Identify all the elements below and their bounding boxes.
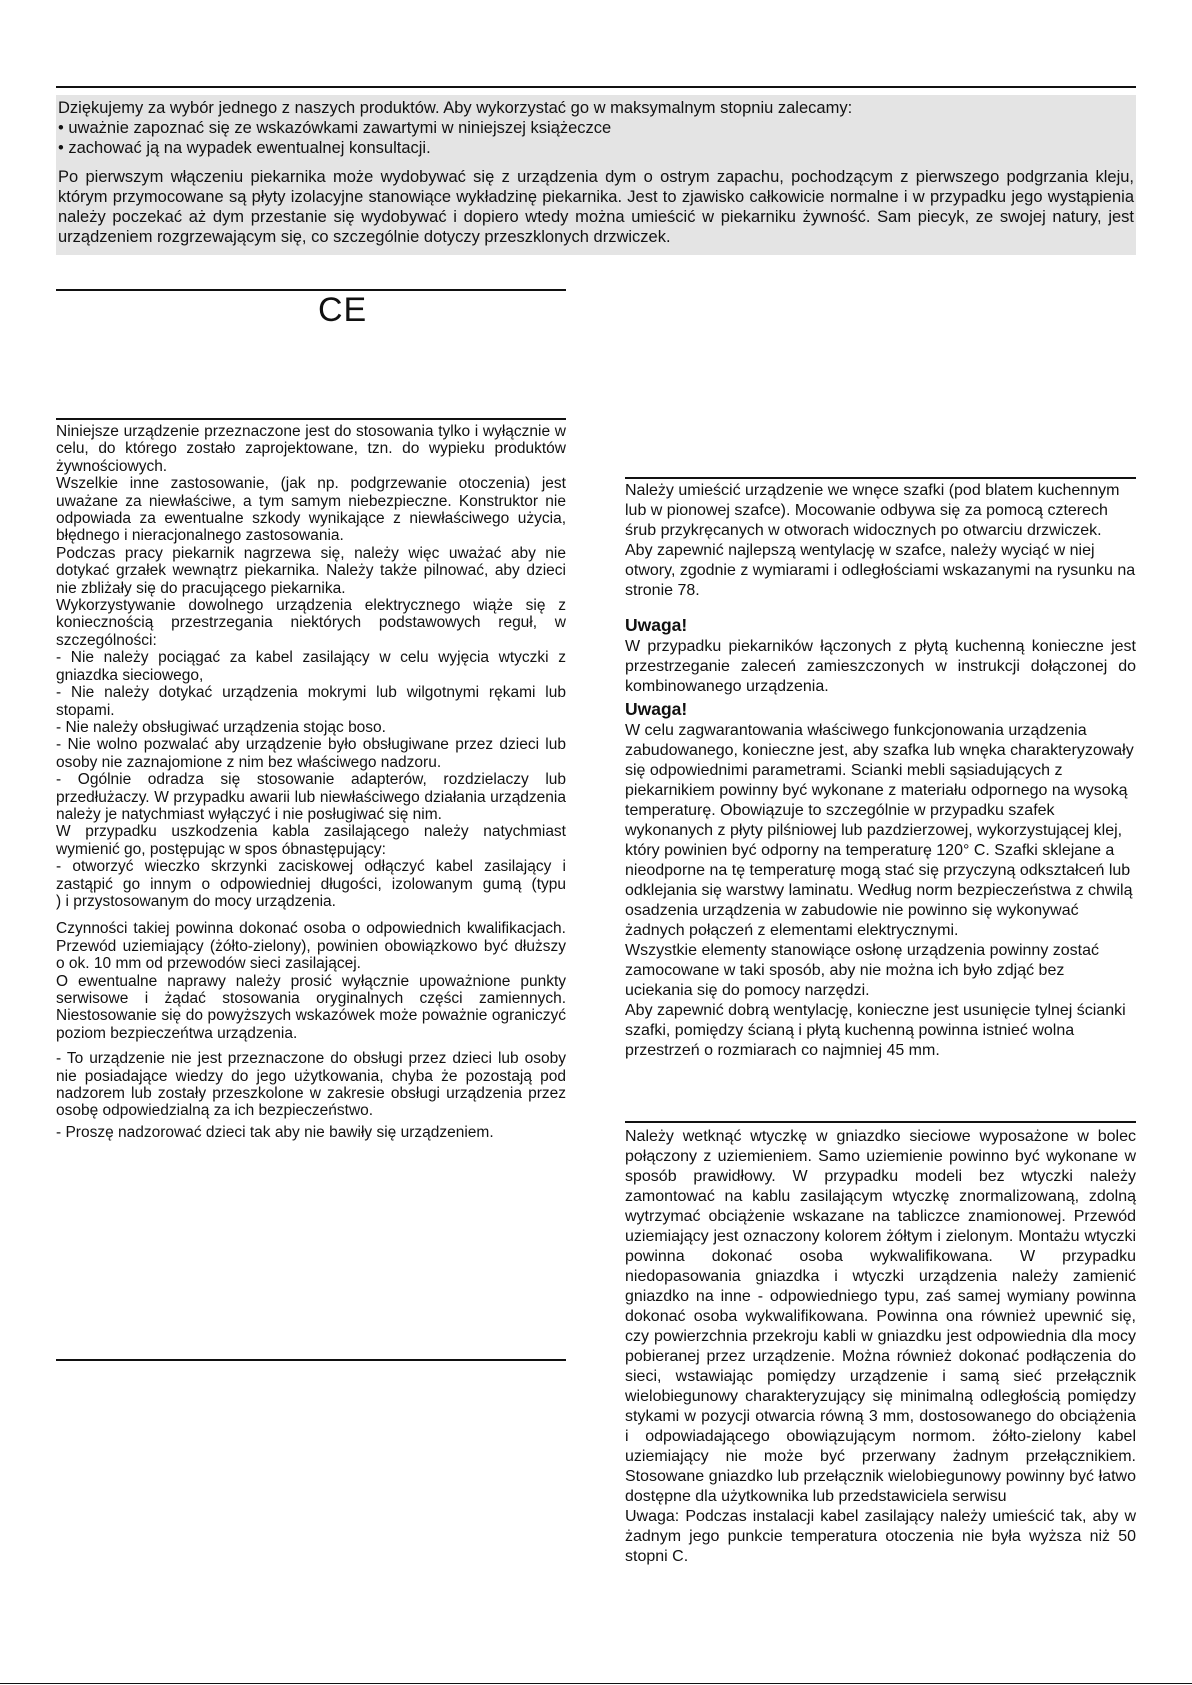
- install-paragraph: Należy umieścić urządzenie we wnęce szafki (pod blatem kuchennym lub w pionowej szafce). Mocowanie odbywa się za pomocą czterech śrub przykręcanych w otworach widocznych po otwarciu drzwiczek.: [625, 482, 1120, 539]
- safety-paragraph: Wszelkie inne zastosowanie, (jak np. podgrzewanie otoczenia) jest uważane za niewłaściwe, a tym samym niebezpieczne. Konstruktor nie odpowiada za ewentualne szkody wynikające z niewłaściwego użycia, błędnego i nieracjonalnego zastosowania.: [56, 475, 566, 545]
- safety-paragraph: Niniejsze urządzenie przeznaczone jest do stosowania tylko i wyłącznie w celu, do którego zostało zaprojektowane, tzn. do wypieku produktów żywnościowych.: [56, 423, 566, 475]
- safety-text-column: [56, 423, 631, 1141]
- install-paragraph: Aby zapewnić najlepszą wentylację w szafce, należy wyciąć w niej otwory, zgodnie z wymiarami i odległościami wskazanymi na rysunku na stronie 78.: [625, 542, 1136, 599]
- left-section-rule: [56, 418, 566, 420]
- safety-paragraph: - Nie należy obsługiwać urządzenia stojąc boso.: [56, 718, 386, 736]
- safety-paragraph: Czynności takiej powinna dokonać osoba o odpowiednich kwalifikacjach. Przewód uziemiający (żółto-zielony), powinien obowiązkowo być dłuższy o ok. 10 mm od przewodów sieci zasilającej.: [56, 920, 566, 973]
- electric-section-rule: [625, 1121, 1136, 1123]
- intro-bullet: • zachować ją na wypadek ewentualnej konsultacji.: [58, 139, 431, 157]
- intro-bullet: • uważnie zapoznać się ze wskazówkami zawartymi w niniejszej książeczce: [58, 119, 612, 137]
- safety-paragraph: O ewentualne naprawy należy prosić wyłącznie upoważnione punkty serwisowe i żądać stosowania oryginalnych części zamiennych. Niestosowanie się do powyższych wskazówek może poważnie ograniczyć poziom bezpieczeńtwa urządzenia.: [56, 972, 566, 1042]
- electric-paragraph: Należy wetknąć wtyczkę w gniazdko sieciowe wyposażone w bolec połączony z uziemieniem. Samo uziemienie powinno być wykonane w sposób prawidłowy. W przypadku modeli bez wtyczki należy zamontować na kablu zasilającym wtyczkę znormalizowaną, zdolną wytrzymać obciążenie wskazane na tabliczce znamionowej. Przewód uziemiający jest oznaczony kolorem żółtym i zielonym. Montażu wtyczki powinna dokonać osoba wykwalifikowana. W przypadku niedopasowania gniazdka i wtyczki urządzenia należy zamienić gniazdko na inne - odpowiedniego typu, zaś samej wymiany powinna dokonać osoba wykwalifikowana. Powinna ona również upewnić się, czy powierzchnia przekroju kabli w gniazdku jest odpowiednia dla mocy pobieranej przez urządzenie. Można również dokonać podłączenia do sieci, wstawiając pomiędzy urządzenie i samą sieć przełącznik wielobiegunowy charakteryzujący się minimalną odległością pomiędzy stykami w pozycji otwarcia równą 3 mm, dostosowanego do obciążenia i odpowiadającego obowiązującym normom. żółto-zielony kabel uziemiający nie może być przerwany żadnym przełącznikiem. Stosowane gniazdko lub przełącznik wielobiegunowy powinny być łatwo dostępne dla użytkownika lub przedstawiciela serwisu: [625, 1128, 1136, 1505]
- safety-paragraph: - Nie wolno pozwalać aby urządzenie było obsługiwane przez dzieci lub osoby nie zaznajomione z nim bez właściwego nadzoru.: [56, 736, 566, 771]
- ce-section-rule: [56, 289, 566, 291]
- safety-paragraph: - Ogólnie odradza się stosowanie adapterów, rozdzielaczy lub przedłużaczy. W przypadku awarii lub niewłaściwego działania urządzenia należy je natychmiast wyłączyć i nie posługiwać się nim.: [56, 771, 566, 823]
- top-rule: [56, 86, 1136, 88]
- intro-first-use: Po pierwszym włączeniu piekarnika może wydobywać się z urządzenia dym o ostrym zapachu, pochodzącym z pierwszego podgrzania kleju, którym przymocowane są płyty izolacyjne stanowiące wykładzinę piekarnika. Jest to zjawisko całkowicie normalne i w przypadku jego wystąpienia należy poczekać aż dym przestanie się wydobywać i dopiero wtedy można umieścić w piekarniku żywność. Sam piecyk, ze swojej natury, jest urządzeniem rozgrzewającym się, co szczególnie dotyczy przeszklonych drzwiczek.: [58, 168, 1134, 246]
- install-section-rule: [625, 477, 1136, 479]
- safety-paragraph: Podczas pracy piekarnik nagrzewa się, należy więc uważać aby nie dotykać grzałek wewnątrz piekarnika. Należy także pilnować, aby dzieci nie zbliżały się do pracującego piekarnika.: [56, 544, 566, 597]
- warning-text: W celu zagwarantowania właściwego funkcjonowania urządzenia zabudowanego, konieczne jest, aby szafka lub wnęka charakteryzowały się odpowiednimi parametrami. Scianki mebli sąsiadujących z piekarnikiem powinny być wykonane z materiału odpornego na wysoką temperaturę. Obowiązuje to szczególnie w przypadku szafek wykonanych z płyty pilśniowej lub pazdzierzowej, wykorzystującej klej, który powinien być odporny na temperaturę 120° C. Szafki sklejane a nieodporne na tę temperaturę mogą stać się przyczyną odkształceń lub odklejania się warstwy laminatu. Według norm bezpieczeństwa z chwilą osadzenia urządzenia w zabudowie nie powinno się wykonywać żadnych połączeń z elementami elektrycznymi.: [625, 722, 1134, 939]
- warning-text: W przypadku piekarników łączonych z płytą kuchenną konieczne jest przestrzeganie zaleceń zamieszczonych w instrukcji dołączonej do kombinowanego urządzenia.: [625, 638, 1136, 695]
- safety-paragraph: - To urządzenie nie jest przeznaczone do obsługi przez dzieci lub osoby nie posiadające wiedzy do jego użytkowania, chyba że pozostają pod nadzorem lub zostały przeszkolone w zakresie obsługi urządzenia przez osobę odpowiedzialną za ich bezpieczeństwo.: [56, 1050, 566, 1120]
- safety-paragraph: W przypadku uszkodzenia kabla zasilającego należy natychmiast wymienić go, postępując w spos óbnastępujący:: [56, 823, 566, 858]
- installation-column: [625, 481, 1136, 1061]
- warning-text: Wszystkie elementy stanowiące osłonę urządzenia powinny zostać zamocowane w taki sposób, aby nie można ich było zdjąć bez uciekania się do pomocy narzędzi.: [625, 942, 1100, 999]
- ce-mark: CE: [318, 291, 368, 329]
- intro-box: [56, 95, 1136, 255]
- warning-heading: Uwaga!: [625, 699, 688, 719]
- safety-paragraph: Wykorzystywanie dowolnego urządzenia elektrycznego wiąże się z koniecznością przestrzegania niektórych podstawowych reguł, w szczególności:: [56, 597, 566, 649]
- electrical-column: [625, 1127, 1136, 1567]
- safety-paragraph: - Proszę nadzorować dzieci tak aby nie bawiły się urządzeniem.: [56, 1123, 494, 1141]
- electric-paragraph: Uwaga: Podczas instalacji kabel zasilający należy umieścić tak, aby w żadnym jego punkcie temperatura otoczenia nie była wyższa niż 50 stopni C.: [625, 1508, 1136, 1565]
- warning-heading: Uwaga!: [625, 615, 688, 635]
- intro-thanks: Dziękujemy za wybór jednego z naszych produktów. Aby wykorzystać go w maksymalnym stopniu zalecamy:: [58, 99, 853, 117]
- left-bottom-rule: [56, 1359, 566, 1361]
- warning-text: Aby zapewnić dobrą wentylację, konieczne jest usunięcie tylnej ścianki szafki, pomiędzy ścianą i płytą kuchenną powinna istnieć wolna przestrzeń o rozmiarach co najmniej 45 mm.: [625, 1002, 1126, 1059]
- page-bottom-rule: [0, 1683, 1192, 1684]
- safety-paragraph: - otworzyć wieczko skrzynki zaciskowej odłączyć kabel zasilający i zastąpić go innym o odpowiedniej długości, izolowanym gumą (typu ) i przystosowanym do mocy urządzenia.: [56, 858, 631, 910]
- safety-paragraph: - Nie należy pociągać za kabel zasilający w celu wyjęcia wtyczki z gniazdka sieciowego,: [56, 649, 566, 684]
- safety-paragraph: - Nie należy dotykać urządzenia mokrymi lub wilgotnymi rękami lub stopami.: [56, 684, 566, 719]
